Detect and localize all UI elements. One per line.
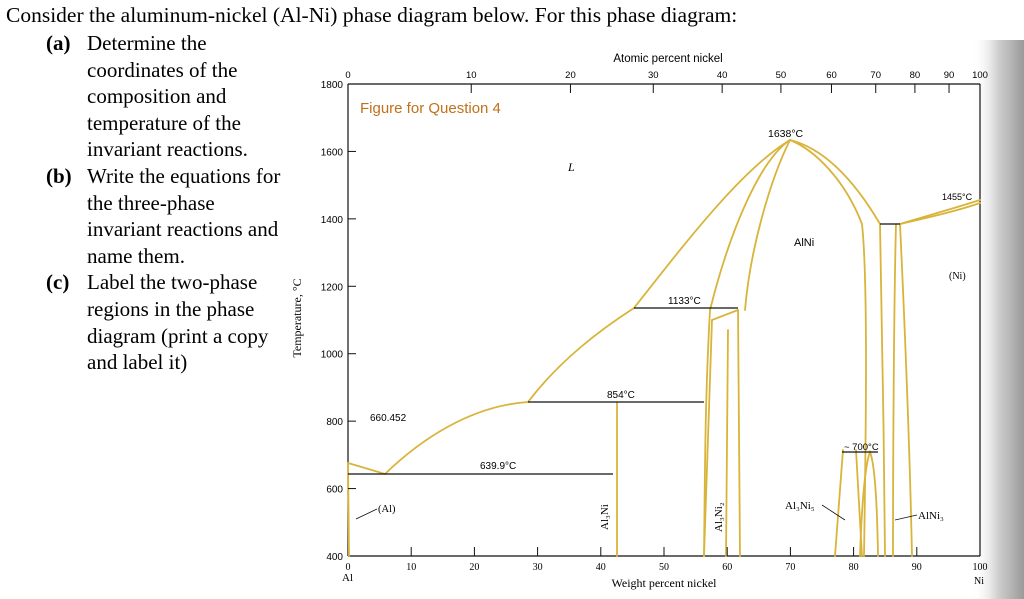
ni-solvus [900, 224, 912, 556]
y-tick-label-1200: 1200 [320, 282, 343, 294]
part-a-text: Determine the coordinates of the composition and temperature of the invariant reactions. [87, 31, 248, 162]
top-tick-label-50: 50 [775, 70, 787, 81]
bottom-tick-label-30: 30 [532, 562, 543, 573]
liquidus-al3ni2-side [528, 308, 634, 402]
alni3-left [880, 224, 885, 556]
y-tick-label-1800: 1800 [320, 80, 343, 91]
top-tick-label-100: 100 [972, 70, 988, 81]
label-660: 660.452 [370, 413, 407, 424]
top-tick-label-70: 70 [870, 70, 882, 81]
top-tick-label-40: 40 [716, 70, 728, 81]
top-tick-label-10: 10 [465, 70, 477, 81]
solidus-ni-side [900, 203, 980, 224]
label-al3ni: Al₃Ni [599, 504, 611, 530]
part-c-text: Label the two-phase regions in the phase diagram (print a copy and label it) [87, 270, 269, 375]
y-tick-label-1000: 1000 [320, 349, 343, 361]
part-a-mark: (a) [46, 31, 71, 55]
bottom-tick-label-20: 20 [469, 562, 480, 573]
label-1133: 1133°C [668, 296, 701, 307]
label-854: 854°C [607, 390, 635, 401]
bottom-tick-label-10: 10 [406, 562, 417, 573]
label-1455: 1455°C [942, 192, 973, 202]
y-tick-label-1600: 1600 [320, 147, 343, 159]
label-liquid: L [568, 160, 575, 174]
bottom-tick-label-90: 90 [911, 562, 922, 573]
phase-labels [356, 128, 973, 532]
y-axis-title: Temperature, °C [290, 278, 304, 358]
al3ni5-left [835, 450, 843, 556]
al-solvus [348, 463, 349, 556]
bottom-tick-label-70: 70 [785, 562, 796, 573]
bottom-tick-label-60: 60 [722, 562, 733, 573]
label-alni: AlNi [794, 237, 815, 249]
alni3-pointer [895, 515, 917, 520]
bottom-tick-label-80: 80 [848, 562, 859, 573]
phase-boundaries [348, 140, 980, 556]
bottom-axis-ticks [346, 547, 988, 573]
top-axis-ticks [345, 70, 988, 93]
al3ni5-dome [860, 452, 878, 556]
label-al3ni5: Al₃Ni₅ [785, 500, 815, 512]
top-tick-label-0: 0 [345, 70, 351, 81]
part-b-text: Write the equations for the three-phase invariant reactions and name them. [87, 163, 281, 268]
part-c-mark: (c) [46, 270, 70, 295]
alni-left-boundary [704, 140, 790, 556]
y-tick-label-600: 600 [326, 484, 343, 496]
al3ni2-right [738, 310, 740, 556]
bottom-tick-label-100: 100 [972, 562, 988, 573]
label-1638: 1638°C [768, 128, 804, 140]
top-tick-label-30: 30 [647, 70, 659, 81]
bottom-tick-label-40: 40 [595, 562, 606, 573]
label-639: 639.9°C [480, 461, 517, 472]
liquidus-al-side [348, 463, 385, 474]
right-end-label: Ni [974, 576, 984, 587]
alni-inner-left [745, 140, 790, 310]
label-al3ni2: Al₃Ni₂ [713, 502, 725, 532]
alni3-right [893, 224, 896, 556]
label-700: ~ 700°C [844, 442, 879, 453]
label-ni-phase: (Ni) [949, 271, 966, 282]
y-tick-label-1400: 1400 [320, 214, 343, 226]
label-al-phase: (Al) [378, 504, 396, 515]
top-tick-label-20: 20 [565, 70, 576, 81]
y-tick-label-800: 800 [326, 417, 343, 429]
liquidus-alni-right [790, 140, 880, 224]
top-axis-title: Atomic percent nickel [613, 53, 723, 65]
bottom-axis-title: Weight percent nickel [611, 576, 717, 590]
question-title: Consider the aluminum-nickel (Al-Ni) phase diagram below. For this phase diagram: [6, 3, 738, 27]
label-alni3: AlNi₃ [918, 510, 944, 522]
left-end-label: Al [342, 572, 353, 584]
axes [348, 84, 980, 556]
top-tick-label-90: 90 [943, 70, 955, 81]
part-b-mark: (b) [46, 163, 72, 188]
al3ni5-pointer [822, 505, 845, 520]
bottom-tick-label-50: 50 [659, 562, 669, 573]
y-tick-label-400: 400 [326, 552, 343, 563]
al-phase-pointer [356, 509, 377, 519]
bottom-tick-label-0: 0 [345, 562, 351, 573]
alni-right-boundary [790, 140, 866, 556]
left-axis-ticks [321, 80, 356, 563]
top-tick-label-60: 60 [826, 70, 837, 81]
al3ni2-inner [726, 330, 728, 556]
figure-caption: Figure for Question 4 [360, 100, 501, 117]
top-tick-label-80: 80 [909, 70, 921, 81]
